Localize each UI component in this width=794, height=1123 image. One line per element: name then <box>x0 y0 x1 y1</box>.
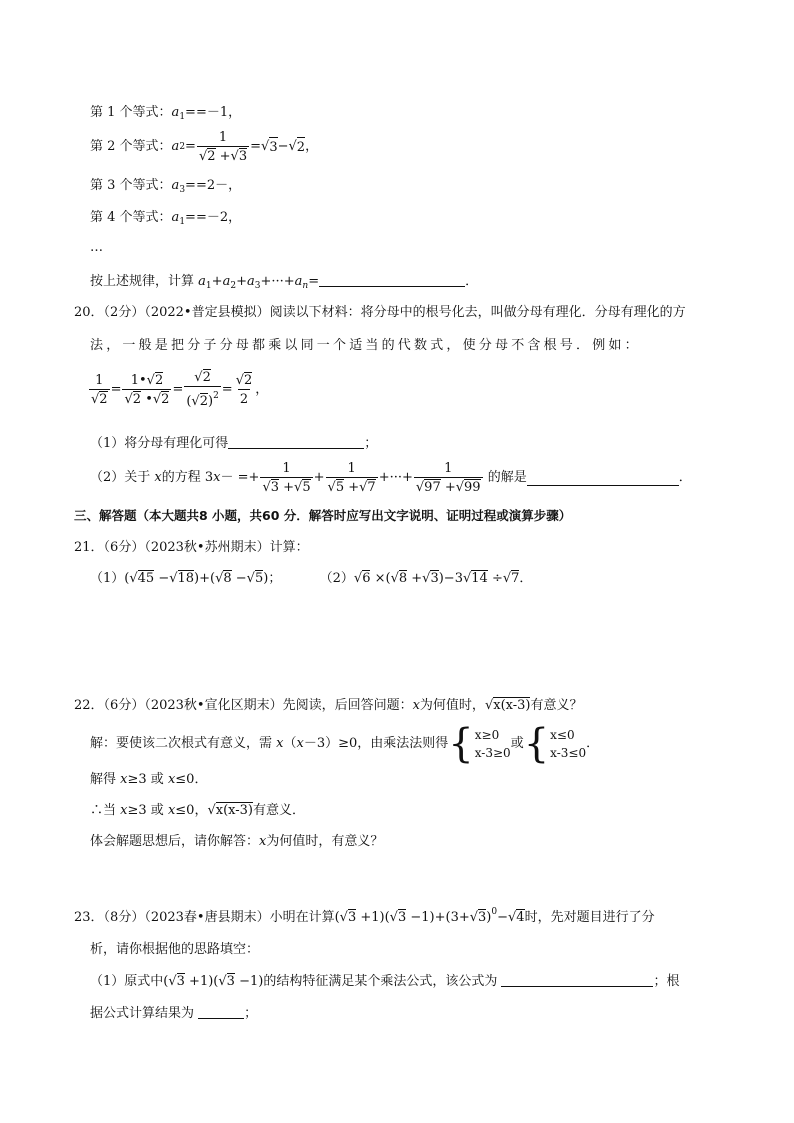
q22-sol-end: ． <box>586 736 600 751</box>
q22-label: 22．（6分）（2023秋•宣化区期末）先阅读，后回答问题：x为何值时，√x(x-3)有意义？ <box>74 698 583 713</box>
q23-line4-end: ； <box>244 1006 258 1021</box>
q22-label-end: 有意义？ <box>530 698 583 713</box>
rule-line: 按上述规律，计算 $a_1+a_2+a_3+\cdot\cdot\cdot+a_n=$ ． <box>90 274 479 291</box>
q20-sub2-end: ． <box>678 470 692 485</box>
case1-a: x≥0 <box>474 728 500 742</box>
case1-brace: { x≥0 x-3≥0 <box>448 721 511 767</box>
q22-label-pre: 22．（6分）（2023秋•宣化区期末）先阅读，后回答问题： <box>74 698 413 713</box>
q23-sub1: （1）原式中(√3 +1)(√3 −1)的结构特征满足某个乘法公式，该公式为 ；根 <box>90 974 680 989</box>
q21-p1: （1） <box>90 571 125 586</box>
q22-sol-or: 或 <box>510 736 524 751</box>
case1-b: x-3≥0 <box>474 746 511 760</box>
q22-radicand-2: x(x-3) <box>215 803 253 818</box>
q23-label: 23．（8分）（2023春•唐县期末）小明在计算$(√3 +1)(√3 -1)+(3+√3)^0-√4$时，先对题目进行了分 <box>74 907 655 925</box>
answer-blank-20-2[interactable] <box>527 471 679 486</box>
q20-sub2-after: － =+ <box>220 470 260 485</box>
eq3-prefix: 第 3 个等式： <box>90 178 172 193</box>
q22-think: 体会解题思想后，请你解答：x为何值时，有意义？ <box>90 834 384 849</box>
q22-sol-mid: （ <box>283 736 297 751</box>
eq1-line: 第 1 个等式：$a_1==-1$， <box>90 105 242 122</box>
section3-heading: 三、解答题（本大题共8 小题，共60 分．解答时应写出文字说明、证明过程或演算步骤） <box>74 508 572 523</box>
q20-sub2-tail: 的解是 <box>487 470 527 485</box>
q23-line4-text: 据公式计算结果为 <box>90 1006 195 1021</box>
q22-res2-c: ≤0， <box>175 803 208 818</box>
eq1-rest: ==－1， <box>185 105 242 120</box>
rule-end: ． <box>465 274 479 289</box>
q21-label: 21．（6分）（2023秋•苏州期末）计算： <box>74 540 309 555</box>
q22-res1-b: ≥3 或 <box>127 772 164 787</box>
eq4-prefix: 第 4 个等式： <box>90 210 172 225</box>
q20-sub1 <box>90 434 377 454</box>
q20-sub1-end: ； <box>364 436 378 451</box>
case2-b: x-3≤0 <box>550 746 587 760</box>
q22-res1-c: ≤0． <box>175 772 208 787</box>
q20-sub2: （2）关于 x 的方程 3 x － =+ $\frac{1}{√3 +√5}$ + $\frac{1}{√5 +√7}$ +···+ $\frac{1}{√97 +√99}$ 的解是 ． <box>90 460 692 495</box>
q22-sol-mid2: －3）≥0，由乘法法则得 <box>303 736 449 751</box>
q22-res1-a: 解得 <box>90 772 117 787</box>
q23-label-pre: 23．（8分）（2023春•唐县期末）小明在计算 <box>74 910 335 925</box>
eq4-rest: ==－2， <box>185 210 242 225</box>
eq2-fraction: $\frac{1}{√2 +√3}$ <box>198 129 248 164</box>
q20-line2: 法，一般是把分子分母都乘以同一个适当的代数式，使分母不含根号．例如： <box>90 338 641 353</box>
answer-blank-23-1[interactable] <box>501 972 653 987</box>
eq2-line: 第 2 个等式： a 2 = $\frac{1}{√2 +√3}$ =√ 3 −√ 2 ， <box>90 129 319 164</box>
eq2-tail: ， <box>305 139 319 154</box>
q21-parts: （1）(√45 −√18)+(√8 −√5)； （2）√6 ×(√8 +√3)−3√14 ÷√7． <box>90 571 533 586</box>
q22-solution: 解：要使该二次根式有意义，需 x （ x －3）≥0，由乘法法则得 { x≥0 x-3≥0 或 { x≤0 x-3≤0 ． <box>90 721 600 767</box>
eq2-prefix: 第 2 个等式： <box>90 139 172 154</box>
q22-think-end: 为何值时，有意义？ <box>266 834 384 849</box>
eq3-line: 第 3 个等式：$a_3==2-$， <box>90 178 242 195</box>
q23-sub1-mid: 的结构特征满足某个乘法公式，该公式为 <box>263 974 498 989</box>
answer-blank-23-2[interactable] <box>198 1004 244 1019</box>
ellipsis: … <box>90 240 103 255</box>
q22-label-mid: 为何值时， <box>419 698 485 713</box>
q23-line4 <box>90 1004 257 1024</box>
q23-sub1-pre: （1）原式中 <box>90 974 164 989</box>
q20-sub2-dots: +···+ <box>378 470 413 485</box>
answer-blank-20-1[interactable] <box>228 434 364 449</box>
q23-label-end: 时，先对题目进行了分 <box>524 910 655 925</box>
answer-blank-19[interactable] <box>319 272 465 287</box>
q20-sub1-text: （1）将分母有理化可得 <box>90 436 229 451</box>
case2-a: x≤0 <box>550 728 575 742</box>
q22-think-pre: 体会解题思想后，请你解答： <box>90 834 260 849</box>
case2-brace: { x≤0 x-3≤0 <box>523 721 587 767</box>
q20-example: $\frac{1}{√2}$ = $\frac{1•√2}{√2 •√2}$ = $\frac{√2}{(√2)^2}$ = $\frac{√2}{2}$ ， <box>91 370 269 409</box>
q22-res2-d: 有意义． <box>253 803 306 818</box>
eq2-numerator: 1 <box>218 129 228 145</box>
q22-res2-a: ∴当 <box>90 803 117 818</box>
q20-label: 20．（2分）（2022•普定县模拟）阅读以下材料：将分母中的根号化去，叫做分母有理化．分母有理化的方 <box>74 305 686 320</box>
q22-radicand: x(x-3) <box>493 698 531 713</box>
q23-line2: 析，请你根据他的思路填空： <box>90 942 260 957</box>
q20-sub2-pre: （2）关于 <box>90 470 151 485</box>
q22-result1: 解得 x≥3 或 x≤0． <box>90 772 208 787</box>
q22-result2: ∴当 x≥3 或 x≤0，√x(x-3)有意义． <box>90 803 306 818</box>
rule-text: 按上述规律，计算 <box>90 274 195 289</box>
eq3-rest: ==2－， <box>185 178 242 193</box>
q21-p2: （2） <box>319 571 354 586</box>
q22-sol-pre: 解：要使该二次根式有意义，需 <box>90 736 273 751</box>
q23-sub1-end: ；根 <box>653 974 680 989</box>
q20-sub2-mid: 的方程 3 <box>161 470 214 485</box>
eq1-prefix: 第 1 个等式： <box>90 105 172 120</box>
eq4-line: 第 4 个等式：$a_1==-2$， <box>90 210 242 227</box>
q22-res2-b: ≥3 或 <box>127 803 164 818</box>
